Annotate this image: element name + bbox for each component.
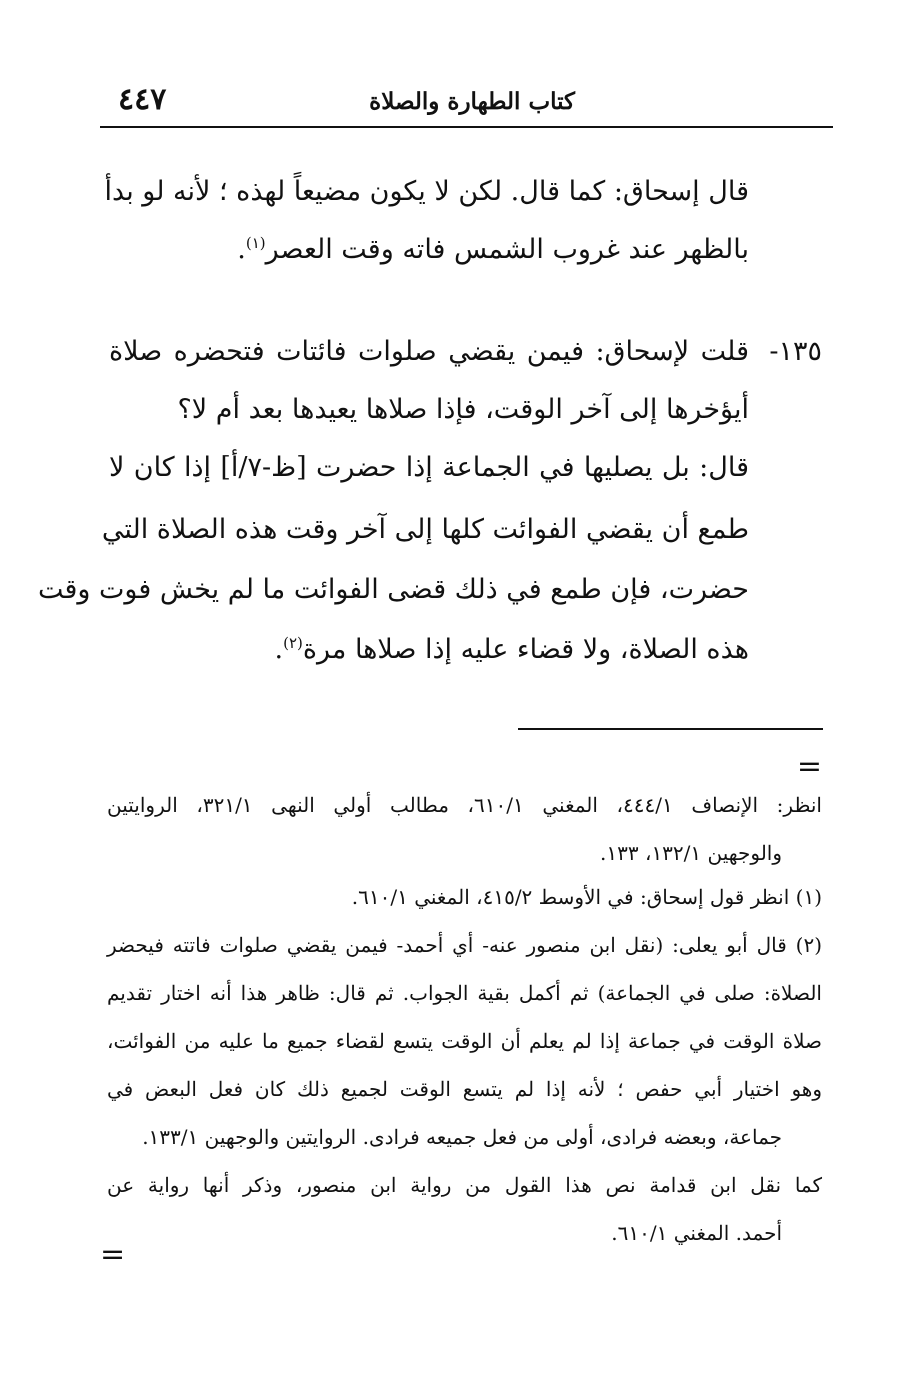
footnote-line: جماعة، وبعضه فرادى، أولى من فعل جميعه فرادى. الروايتين والوجهين ١٣٣/١. xyxy=(142,1125,782,1149)
running-title: كتاب الطهارة والصلاة xyxy=(369,88,575,115)
footnote-line: أحمد. المغني ٦١٠/١. xyxy=(611,1221,782,1245)
footnote-separator xyxy=(518,728,823,730)
answer-line: قال: بل يصليها في الجماعة إذا حضرت [ظ-٧/أ] إذا كان لا xyxy=(109,452,750,483)
footnote-line: وهو اختيار أبي حفص ؛ لأنه إذا لم يتسع الوقت لجميع ذلك كان فعل البعض في xyxy=(107,1077,822,1101)
answer-line: حضرت، فإن طمع في ذلك قضى الفوائت ما لم يخش فوت وقت xyxy=(37,574,749,605)
main-text-line xyxy=(109,230,749,270)
footnote-number: (١) xyxy=(795,885,822,909)
footnote-text: قال أبو يعلى: (نقل ابن منصور عنه- أي أحمد- فيمن يقضي صلوات فاتته فيحضر xyxy=(107,933,787,957)
main-text-line: قال إسحاق: كما قال. لكن لا يكون مضيعاً لهذه ؛ لأنه لو بدأ xyxy=(104,176,749,207)
question-line: قلت لإسحاق: فيمن يقضي صلوات فائتات فتحضره صلاة xyxy=(109,336,749,367)
footnote-line: كما نقل ابن قدامة نص هذا القول من رواية ابن منصور، وذكر أنها رواية عن xyxy=(107,1173,822,1197)
footnote-ref: (١) xyxy=(245,234,266,252)
item-number: ١٣٥- xyxy=(769,336,822,367)
page-number: ٤٤٧ xyxy=(118,82,167,117)
question-line: أيؤخرها إلى آخر الوقت، فإذا صلاها يعيدها بعد أم لا؟ xyxy=(177,394,749,425)
footnote-line: والوجهين ١٣٢/١، ١٣٣. xyxy=(600,841,782,865)
answer-text: هذه الصلاة، ولا قضاء عليه إذا صلاها مرة xyxy=(302,634,749,665)
continuation-mark: = xyxy=(100,1237,126,1272)
footnote-number: (٢) xyxy=(795,933,822,957)
page-header xyxy=(100,80,833,128)
footnote-line: صلاة الوقت في جماعة إذا لم يعلم أن الوقت يتسع لقضاء جميع ما عليه من الفوائت، xyxy=(107,1029,822,1053)
footnote-text: انظر قول إسحاق: في الأوسط ٤١٥/٢، المغني ٦١٠/١. xyxy=(351,885,790,909)
footnote-line: الصلاة: صلى في الجماعة) ثم أكمل بقية الجواب. ثم قال: ظاهر هذا أنه اختار تقديم xyxy=(107,981,822,1005)
footnote-1 xyxy=(352,882,822,912)
answer-line xyxy=(109,630,749,670)
continuation-mark: = xyxy=(796,749,822,784)
main-text: بالظهر عند غروب الشمس فاته وقت العصر xyxy=(265,234,749,265)
footnote-ref: (٢) xyxy=(283,634,303,652)
header-rule xyxy=(100,126,833,128)
answer-line: طمع أن يقضي الفوائت كلها إلى آخر وقت هذه الصلاة التي xyxy=(101,514,749,545)
period: . xyxy=(274,634,284,665)
period: . xyxy=(237,234,246,265)
footnote-line: انظر: الإنصاف ٤٤٤/١، المغني ٦١٠/١، مطالب أولي النهى ٣٢١/١، الروايتين xyxy=(107,793,822,817)
footnote-2-first-line xyxy=(107,930,822,960)
